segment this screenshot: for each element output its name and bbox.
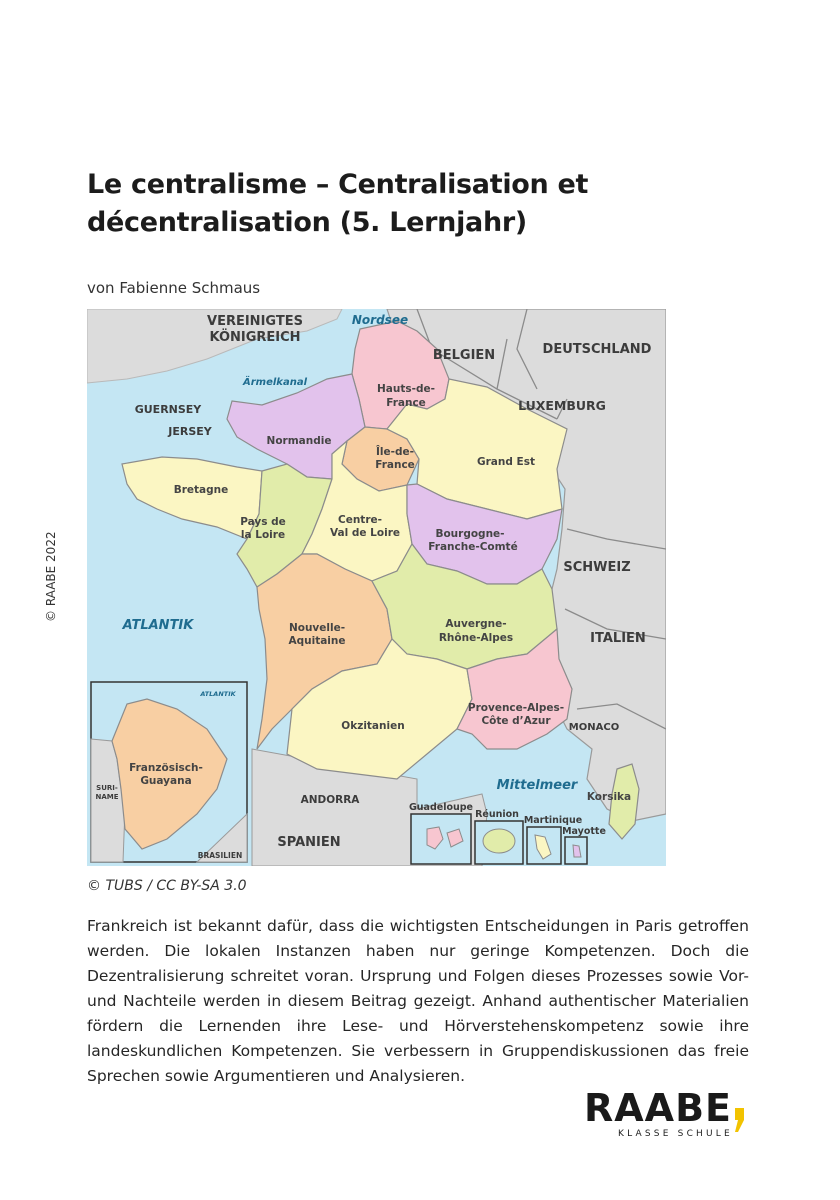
map-credit: © TUBS / CC BY-SA 3.0	[87, 878, 247, 894]
map-svg	[87, 309, 666, 866]
intro-paragraph: Frankreich ist bekannt dafür, dass die wichtigsten Entscheidungen in Paris getroffen werden. Die lokalen Instanzen haben nur geringe Kompetenzen. Doch die Dezentralisierung schreitet voran. Ursprung und Folgen dieses Prozesses sowie Vor- und Nachteile werden in diesem Beitrag gezeigt. Anhand authentischer Materialien fördern die Lernenden ihre Lese- und Hörverstehenskompetenz sowie ihre landeskundlichen Kompetenzen. Sie verbessern in Gruppendiskussionen das freie Sprechen sowie Argumentieren und Analysieren.	[87, 917, 749, 1085]
label-occitanie: Okzitanien	[341, 720, 405, 732]
label-reunion: Réunion	[475, 809, 519, 820]
label-grand-est: Grand Est	[477, 456, 535, 468]
label-suriname-line1: SURI-	[96, 784, 118, 792]
label-inset-atlantic: ATLANTIK	[200, 690, 236, 698]
page-title: Le centralisme – Centralisation et décentralisation (5. Lernjahr)	[87, 169, 589, 238]
label-germany: DEUTSCHLAND	[542, 342, 652, 357]
label-italy: ITALIEN	[590, 631, 646, 646]
label-mediterranean: Mittelmeer	[496, 778, 578, 793]
label-centre-line1: Centre-	[338, 514, 382, 526]
label-centre-line2: Val de Loire	[330, 527, 400, 539]
label-guyane-line2: Guayana	[140, 775, 192, 787]
label-corse: Korsika	[586, 791, 632, 803]
label-bfc-line2: Franche-Comté	[428, 541, 518, 553]
label-bfc-line1: Bourgogne-	[435, 528, 505, 540]
label-bretagne: Bretagne	[173, 484, 229, 496]
label-ile-de-france-line1: Île-de-	[376, 446, 414, 458]
label-belgium: BELGIEN	[432, 348, 496, 363]
label-pays-de-la-loire-line2: la Loire	[240, 529, 286, 541]
label-hauts-de-france-line2: France	[386, 397, 426, 409]
france-regions-map	[87, 309, 666, 866]
label-paca-line1: Provence-Alpes-	[467, 702, 565, 714]
label-ara-line1: Auvergne-	[445, 618, 507, 630]
label-guadeloupe: Guadeloupe	[408, 802, 474, 813]
label-pays-de-la-loire-line1: Pays de	[240, 516, 286, 528]
label-switzerland: SCHWEIZ	[563, 560, 631, 575]
label-atlantic: ATLANTIK	[122, 618, 194, 633]
logo-tagline: KLASSE SCHULE	[618, 1129, 733, 1139]
logo-wordmark: RAABE	[584, 1086, 733, 1130]
label-uk-line1: VEREINIGTES	[207, 314, 303, 329]
author-line: von Fabienne Schmaus	[87, 279, 261, 297]
label-guyane-line1: Französisch-	[129, 762, 203, 774]
label-spain: SPANIEN	[277, 835, 341, 850]
label-nouvelle-aquitaine-line1: Nouvelle-	[288, 622, 346, 634]
label-monaco: MONACO	[568, 722, 620, 733]
region-reunion	[483, 829, 515, 853]
label-north-sea: Nordsee	[351, 313, 409, 327]
label-ile-de-france-line2: France	[375, 459, 415, 471]
label-uk-line2: KÖNIGREICH	[209, 330, 301, 345]
label-martinique: Martinique	[523, 815, 583, 826]
raabe-logo	[584, 1088, 754, 1140]
label-ara-line2: Rhône-Alpes	[438, 632, 514, 644]
label-normandie: Normandie	[266, 435, 332, 447]
label-brazil: BRASILIEN	[197, 851, 243, 860]
label-luxembourg: LUXEMBURG	[518, 398, 606, 413]
label-andorra: ANDORRA	[300, 794, 360, 806]
label-paca-line2: Côte d’Azur	[481, 715, 551, 727]
label-hauts-de-france-line1: Hauts-de-	[377, 383, 435, 395]
label-mayotte: Mayotte	[562, 826, 606, 837]
side-copyright: © RAABE 2022	[44, 531, 58, 622]
logo-comma-mark	[734, 1108, 744, 1132]
label-suriname-line2: NAME	[95, 793, 119, 801]
label-guernsey: GUERNSEY	[134, 403, 202, 416]
label-jersey: JERSEY	[168, 425, 212, 438]
label-channel: Ärmelkanal	[243, 377, 307, 388]
label-nouvelle-aquitaine-line2: Aquitaine	[288, 635, 346, 647]
